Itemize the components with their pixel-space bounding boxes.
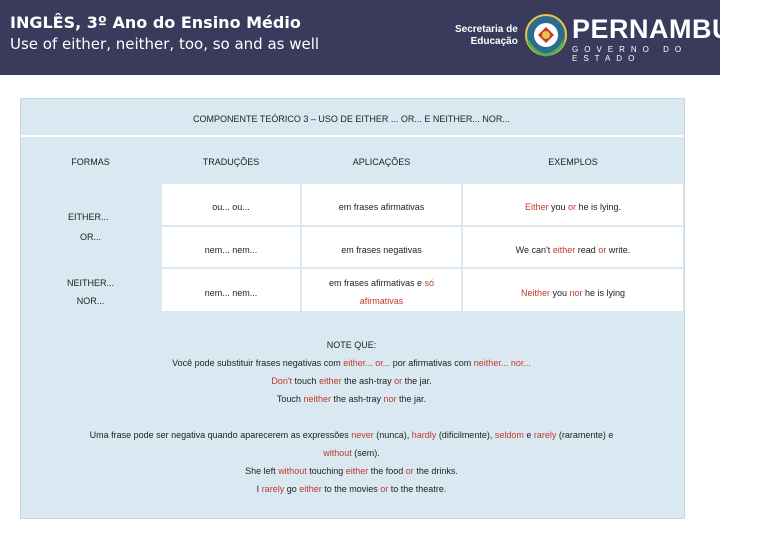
note-line-6: She left without touching either the food or the drinks.	[245, 466, 458, 476]
header-bar	[0, 0, 774, 75]
slide-subtitle: Use of either, neither, too, so and as well	[10, 35, 320, 53]
header-exemplos: EXEMPLOS	[548, 157, 598, 167]
note-line-3: Touch neither the ash-tray nor the jar.	[276, 394, 427, 404]
row1-aplicacao: em frases afirmativas	[338, 202, 425, 212]
forma-neither: NEITHER... NOR...	[66, 278, 114, 306]
note-line-2: Don't touch either the ash-tray or the jar.	[271, 376, 432, 386]
row2-exemplo: We can't either read or write.	[515, 245, 631, 255]
row3-exemplo: Neither you nor he is lying	[520, 288, 626, 298]
forma-either: EITHER... OR...	[68, 212, 109, 242]
row1-traducao: ou... ou...	[212, 202, 250, 212]
header-traducoes: TRADUÇÕES	[202, 157, 260, 167]
secretaria-label: Secretaria de Educação	[455, 24, 518, 47]
state-seal-icon	[524, 13, 568, 57]
table-caption: COMPONENTE TEÓRICO 3 – USO DE EITHER ... OR... E NEITHER... NOR...	[193, 114, 510, 124]
note-line-1: Você pode substituir frases negativas com either... or... por afirmativas com neither... nor...	[172, 358, 531, 368]
row2-aplicacao: em frases negativas	[341, 245, 422, 255]
note-line-5: without (sem).	[323, 448, 380, 458]
brand-subtitle: GOVERNO DO ESTADO	[572, 45, 688, 63]
note-line-7: I rarely go either to the movies or to the theatre.	[256, 484, 447, 494]
note-title: NOTE QUE:	[326, 340, 377, 350]
brand-name: PERNAMBUCO	[572, 14, 774, 44]
row3-aplicacao: em frases afirmativas e só afirmativas	[328, 278, 435, 306]
slide-title: INGLÊS, 3º Ano do Ensino Médio	[10, 13, 301, 32]
row2-traducao: nem... nem...	[204, 245, 258, 255]
note-line-4: Uma frase pode ser negativa quando aparecerem as expressões never (nunca), hardly (dificilmente), seldom e rarely (raramente) e	[89, 430, 614, 440]
row3-traducao: nem... nem...	[204, 288, 258, 298]
header-aplicacoes: APLICAÇÕES	[352, 157, 411, 167]
row1-exemplo: Either you or he is lying.	[524, 202, 622, 212]
header-formas: FORMAS	[71, 157, 110, 167]
